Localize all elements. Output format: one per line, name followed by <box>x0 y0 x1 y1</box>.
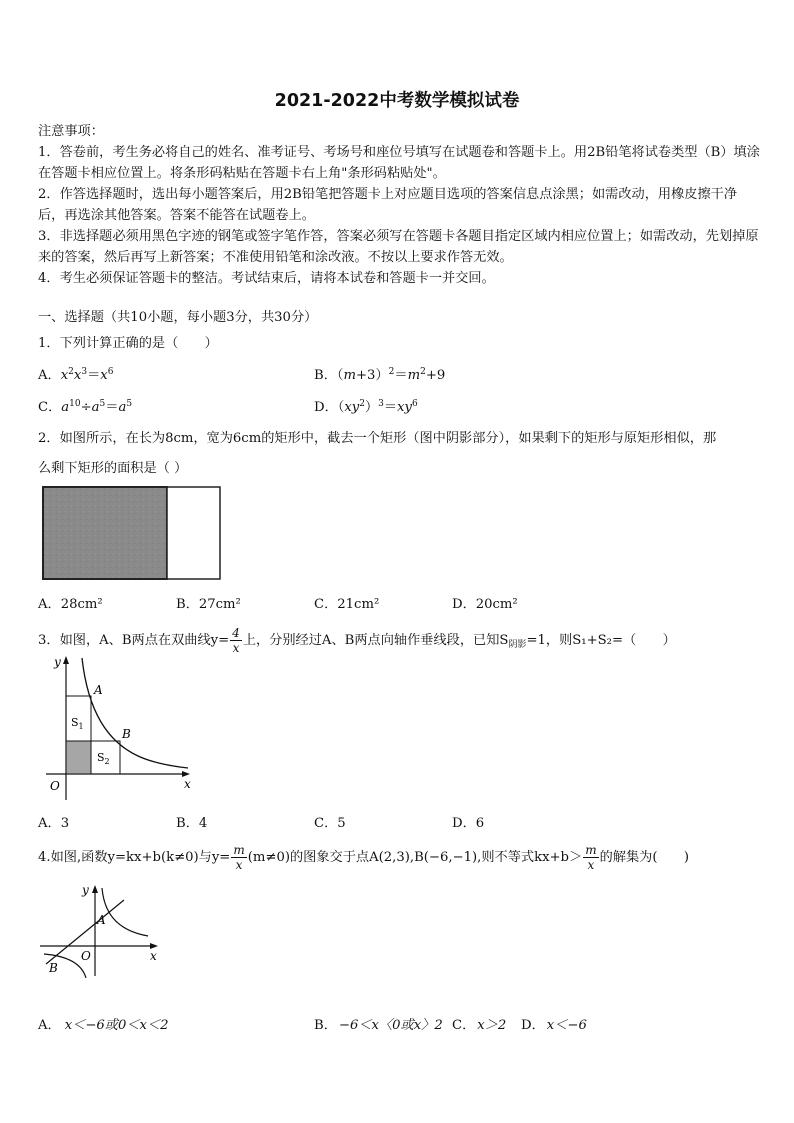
q3-stem-mid: 上，分别经过A、B两点向轴作垂线段，已知S <box>242 633 509 648</box>
note-item-2: 2．作答选择题时，选出每小题答案后，用2B铅笔把答题卡上对应题目选项的答案信息点涂黑；如需改动，用橡皮擦干净后，再选涂其他答案。答案不能答在试题卷上。 <box>38 187 738 223</box>
q3-stem-sub: 阴影 <box>508 640 527 650</box>
q4-option-c-expr: x＞2 <box>477 1018 507 1033</box>
q1-option-b-label: B． <box>314 368 337 383</box>
q3-shaded-region <box>66 741 91 774</box>
q3-point-b-label: B <box>122 727 131 741</box>
q2-remaining-rectangle <box>167 487 220 579</box>
q3-fraction-num: 4 <box>232 626 240 640</box>
q4-fraction-1-num: m <box>233 843 245 857</box>
section-heading: 一、选择题（共10小题，每小题3分，共30分） <box>38 310 318 325</box>
q3-hyperbola-figure <box>38 652 198 802</box>
q4-option-c <box>452 1014 506 1033</box>
q4-fraction-2-num: m <box>585 843 597 857</box>
q4-fraction-1 <box>231 843 246 872</box>
q1-option-d-expr: $(xy^2)^3=xy^6$ <box>337 399 418 415</box>
q4-y-label: y <box>82 883 89 897</box>
q1-option-a-label: A． <box>38 368 61 383</box>
q3-stem-pre: 3．如图，A、B两点在双曲线y= <box>38 633 230 648</box>
q4-origin-label: O <box>81 949 91 963</box>
q3-point-a-label: A <box>94 683 103 697</box>
q4-stem-pre: 4.如图,函数y=kx+b(k≠0)与y= <box>38 850 231 865</box>
q3-s2-letter: S <box>97 751 105 764</box>
q4-option-b-expr: −6＜x〈0或x〉2 <box>338 1018 443 1033</box>
q4-option-a <box>38 1014 169 1033</box>
notes-heading: 注意事项： <box>38 124 104 139</box>
q2-option-b: B．27cm² <box>176 597 241 612</box>
q3-origin-label: O <box>50 779 60 793</box>
q3-stem-post: =1，则S₁+S₂=（ ） <box>526 633 676 648</box>
q3-fraction-den: x <box>232 641 240 655</box>
q1-option-a-expr: $x^2x^3=x^6$ <box>60 367 114 383</box>
q3-s2-sub: 2 <box>104 757 110 766</box>
q3-s1-sub: 1 <box>78 722 84 731</box>
q4-fraction-1-den: x <box>235 858 243 872</box>
q3-stem <box>38 626 676 655</box>
q2-rectangle-figure <box>40 485 230 581</box>
q4-option-d <box>521 1014 587 1033</box>
q4-point-b-label: B <box>49 961 58 975</box>
q4-option-d-label: D． <box>521 1018 545 1033</box>
q3-s1-label <box>71 716 84 731</box>
q3-option-b: B．4 <box>176 816 208 831</box>
q4-stem-post: 的解集为( ) <box>599 850 690 865</box>
q4-x-label: x <box>150 949 157 963</box>
q1-option-c-expr: $a^{10}\div a^5=a^5$ <box>61 399 133 415</box>
q3-x-label: x <box>184 777 191 791</box>
q3-option-d: D．6 <box>452 816 485 831</box>
notes-block <box>38 121 760 289</box>
q4-option-a-label: A． <box>38 1018 61 1033</box>
note-item-3: 3．非选择题必须用黑色字迹的钢笔或签字笔作答，答案必须写在答题卡各题目指定区域内相应位置上；如需改动，先划掉原来的答案，然后再写上新答案；不准使用铅笔和涂改液。不按以上要求作答无效。 <box>38 229 759 265</box>
q4-option-d-expr: x＜−6 <box>546 1018 587 1033</box>
q1-option-b <box>314 364 445 383</box>
q4-y-arrow <box>92 885 98 893</box>
q2-stem-line2: 么剩下矩形的面积是（ ） <box>38 461 188 476</box>
q4-fraction-2-den: x <box>587 858 595 872</box>
q3-s1-letter: S <box>71 716 79 729</box>
q1-option-c-label: C． <box>38 400 62 415</box>
q1-option-a <box>38 364 113 383</box>
q1-option-d-label: D． <box>314 400 338 415</box>
q3-fraction <box>230 626 242 655</box>
q3-option-a: A．3 <box>38 816 70 831</box>
q2-option-a: A．28cm² <box>38 597 103 612</box>
q2-stem-line1: 2．如图所示，在长为8cm，宽为6cm的矩形中，截去一个矩形（图中阴影部分），如果剩下的矩形与原矩形相似，那 <box>38 431 717 446</box>
q3-y-label: y <box>54 655 61 669</box>
q3-y-arrow <box>63 656 69 664</box>
q2-option-d: D．20cm² <box>452 597 518 612</box>
q4-option-b-label: B． <box>314 1018 337 1033</box>
note-item-4: 4．考生必须保证答题卡的整洁。考试结束后，请将本试卷和答题卡一并交回。 <box>38 271 495 286</box>
q4-stem <box>38 843 689 872</box>
q4-option-a-expr: x＜−6或0＜x＜2 <box>64 1018 169 1033</box>
exam-title: 2021-2022中考数学模拟试卷 <box>274 91 520 111</box>
q1-option-c <box>38 396 132 415</box>
q4-option-b <box>314 1014 443 1033</box>
q4-fraction-2 <box>583 843 598 872</box>
q3-option-c: C．5 <box>314 816 346 831</box>
q2-shaded-rectangle <box>43 487 167 579</box>
q4-hyperbola-branch-1 <box>102 888 148 936</box>
q4-option-c-label: C． <box>452 1018 476 1033</box>
q2-option-c: C．21cm² <box>314 597 380 612</box>
q1-option-b-expr: $(m+3)^2=m^2+9$ <box>336 367 446 383</box>
note-item-1: 1．答卷前，考生务必将自己的姓名、准考证号、考场号和座位号填写在试题卷和答题卡上。用2B铅笔将试卷类型（B）填涂在答题卡相应位置上。将条形码粘贴在答题卡右上角"条形码粘贴处"。 <box>38 145 760 181</box>
q4-function-figure <box>38 880 168 980</box>
q1-stem: 1．下列计算正确的是（ ） <box>38 336 218 351</box>
q4-point-a-label: A <box>97 913 106 927</box>
q3-s2-label <box>97 751 110 766</box>
q1-option-d <box>314 396 418 415</box>
q4-stem-mid: (m≠0)的图象交于点A(2,3),B(−6,−1),则不等式kx+b＞ <box>247 850 583 865</box>
